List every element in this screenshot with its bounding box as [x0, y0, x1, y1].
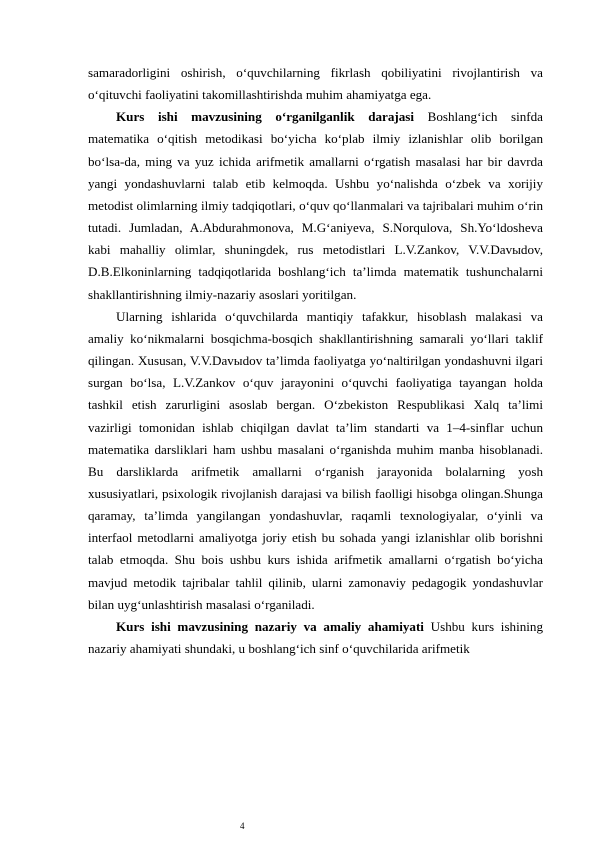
paragraph-scholars-work [88, 306, 543, 616]
paragraph-significance [88, 616, 543, 660]
paragraph-research-degree [88, 106, 543, 305]
page-number: 4 [240, 821, 245, 831]
section-heading-significance: Kurs ishi mavzusining nazariy va amaliy ahamiyati [116, 618, 424, 634]
document-page [88, 62, 543, 660]
paragraph-intro-continuation [88, 62, 543, 106]
paragraph-text: Boshlang‘ich sinfda matematika o‘qitish metodikasi bo‘yicha ko‘plab ilmiy izlanishlar olib borilgan bo‘lsa-da, ming va yuz ichida arifmetik amallarni o‘rgatish masalasi har bir davrda yangi yondashuvlarni talab etib kelmoqda. Ushbu yo‘nalishda o‘zbek va xorijiy metodist olimlarning ilmiy tadqiqotlari, o‘quv qo‘llanmalari va tajribalari muhim o‘rin tutadi. Jumladan, A.Abdurahmonova, M.G‘aniyeva, S.Norqulova, Sh.Yo‘ldosheva kabi mahalliy olimlar, shuningdek, rus metodistlari L.V.Zankov, V.V.Davыdov, D.B.Elkoninlarning tadqiqotlarida boshlang‘ich ta’limda matematik tushunchalarni shakllantirishning ilmiy-nazariy asoslari yoritilgan. [88, 109, 543, 302]
section-heading-research-degree: Kurs ishi mavzusining o‘rganilganlik darajasi [116, 109, 415, 125]
paragraph-text: Ularning ishlarida o‘quvchilarda mantiqiy tafakkur, hisoblash malakasi va amaliy ko‘nikmalarni bosqichma-bosqich shakllantirishning samarali yo‘llari taklif qilingan. Xususan, V.V.Davыdov ta’limda faoliyatga yo‘naltirilgan yondashuvni ilgari surgan bo‘lsa, L.V.Zankov o‘quv jarayonini o‘quvchi faoliyatiga tayangan holda tashkil etish zarurligini asoslab bergan. O‘zbekiston Respublikasi Xalq ta’limi vazirligi tomonidan ishlab chiqilgan davlat ta’lim standarti va 1–4-sinflar uchun matematika darsliklari ham ushbu masalani o‘rganishda muhim manba hisoblanadi. Bu darsliklarda arifmetik amallarni o‘rganish jarayonida bolalarning yosh xususiyatlari, psixologik rivojlanish darajasi va bilish faolligi hisobga olingan.Shunga qaramay, ta’limda yangilangan yondashuvlar, raqamli texnologiyalar, o‘yinli va interfaol metodlarni amaliyotga joriy etish bu sohada yangi izlanishlar olib borishni talab etmoqda. Shu bois ushbu kurs ishida arifmetik amallarni o‘rgatish bo‘yicha mavjud metodik tajribalar tahlil qilinib, ularni zamonaviy pedagogik yondashuvlar bilan uyg‘unlashtirish masalasi o‘rganiladi. [88, 308, 543, 612]
paragraph-text: samaradorligini oshirish, o‘quvchilarning fikrlash qobiliyatini rivojlantirish va o‘qituvchi faoliyatini takomillashtirishda muhim ahamiyatga ega. [88, 65, 543, 103]
paragraph-text: Ushbu kurs ishining nazariy ahamiyati shundaki, u boshlang‘ich sinf o‘quvchilarida arifmetik [88, 618, 544, 657]
